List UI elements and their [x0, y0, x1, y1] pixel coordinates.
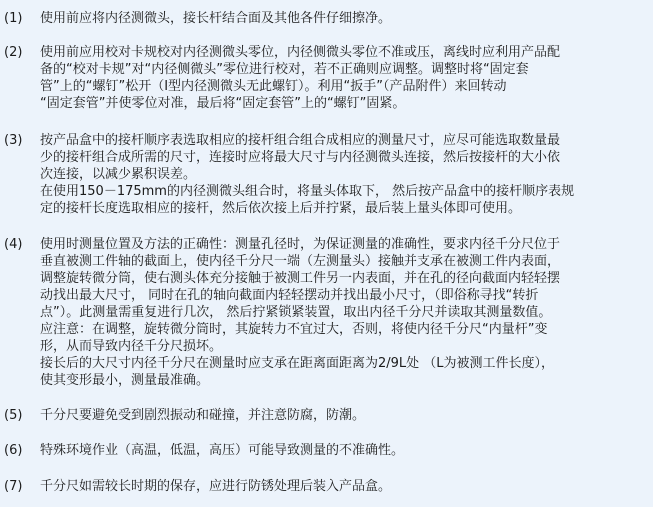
- item-number: (3): [4, 133, 23, 148]
- item-number: (1): [4, 11, 23, 26]
- item-text-line: 按产品盒中的接杆顺序表选取相应的接杆组合组合成相应的测量尺寸，应尽可能选取数量最: [40, 133, 561, 148]
- item-number: (2): [4, 45, 23, 60]
- item-text-line: 管”上的“螺钉”松开（I型内径测微头无此螺钉）。利用“扳手”（产品附件）来回转动: [40, 79, 507, 94]
- item-text-line: “固定套管”并使零位对准，最后将“固定套管”上的“螺钉”固紧。: [40, 96, 406, 111]
- item-text-line: 使用时测量位置及方法的正确性：测量孔径时，为保证测量的准确性，要求内径千分尺位于: [40, 237, 561, 252]
- item-text-line: 千分尺要避免受到剧烈振动和碰撞，并注意防腐，防潮。: [40, 408, 366, 423]
- item-text-line: 动找出最大尺寸， 同时在孔的轴向截面内轻轻摆动并找出最小尺寸，（即俗称寻找“转折: [40, 288, 539, 303]
- item-text-line: 定的接杆长度选取相应的接杆，然后依次接上后并拧紧，最后装上量头体即可使用。: [40, 201, 522, 216]
- item-text-line: 备的“校对卡规”对“内径侧微头”零位进行校对，若不正确则应调整。调整时将“固定套: [40, 62, 529, 77]
- item-text-line: 点”）。此测量需重复进行几次， 然后拧紧锁紧装置，取出内径千分尺并读取其测量数值。: [40, 305, 552, 320]
- item-number: (6): [4, 443, 23, 458]
- item-text-line: 使其变形最小，测量最准确。: [40, 373, 210, 388]
- item-text-line: 使用前应将内径测微头，接长杆结合面及其他各件仔细擦净。: [40, 11, 392, 26]
- item-text-line: 次连接，以减少累积误差。: [40, 167, 197, 182]
- item-text-line: 形，从而导致内径千分尺损坏。: [40, 339, 223, 354]
- item-text-line: 特殊环境作业（高温，低温，高压）可能导致测量的不准确性。: [40, 443, 405, 458]
- item-text-line: 调整旋转微分筒，使右测头体充分接触于被测工件另一内表面，并在孔的径向截面内轻轻摆: [40, 271, 561, 286]
- item-number: (7): [4, 479, 23, 494]
- item-text-line: 使用前应用校对卡规校对内径测微头零位，内径侧微头零位不准或压，离线时应利用产品配: [40, 45, 561, 60]
- item-text-line: 垂直被测工件轴的截面上，使内径千分尺一端（左测量头）接触并支承在被测工件内表面，: [40, 254, 561, 269]
- item-text-line: 接长后的大尺寸内径千分尺在测量时应支承在距离面距离为2/9L处 （L为被测工件长度），: [40, 356, 555, 371]
- item-text-line: 应注意：在调整，旋转微分筒时，其旋转力不宜过大，否则，将使内径千分尺“内量杆”变: [40, 322, 548, 337]
- item-text-line: 在使用150－175mm的内径测微头组合时，将量头体取下， 然后按产品盒中的接杆顺序表规: [40, 184, 575, 199]
- item-number: (4): [4, 237, 23, 252]
- item-text-line: 少的接杆组合成所需的尺寸，连接时应将最大尺寸与内径测微头连接，然后按接杆的大小依: [40, 150, 561, 165]
- item-number: (5): [4, 408, 23, 423]
- item-text-line: 千分尺如需较长时期的保存，应进行防锈处理后装入产品盒。: [40, 479, 392, 494]
